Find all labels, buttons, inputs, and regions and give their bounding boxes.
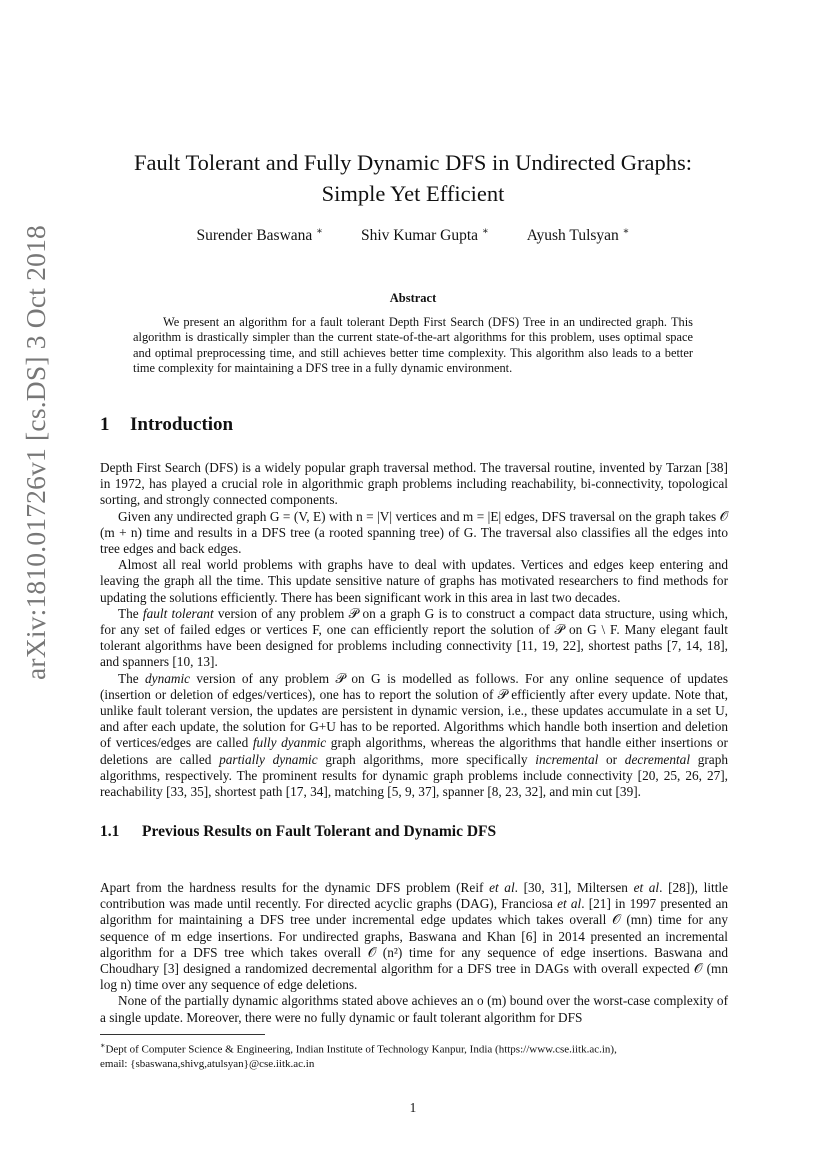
title-line-1: Fault Tolerant and Fully Dynamic DFS in Undirected Graphs: <box>134 150 692 175</box>
paragraph: None of the partially dynamic algorithms stated above achieves an o (m) bound over the worst-case complexity of a single update. Moreover, there were no fully dynamic or fault tolerant algorithm for DFS <box>100 993 728 1025</box>
paragraph: Given any undirected graph G = (V, E) with n = |V| vertices and m = |E| edges, DFS traversal on the graph takes 𝒪 (m + n) time and results in a DFS tree (a rooted spanning tree) of G. The traversal also classifies all the edges into tree edges and back edges. <box>100 508 728 557</box>
arxiv-stamp: arXiv:1810.01726v1 [cs.DS] 3 Oct 2018 <box>20 225 51 680</box>
previous-results-body <box>100 880 728 1026</box>
subsection-title: Previous Results on Fault Tolerant and Dynamic DFS <box>142 823 497 840</box>
section-title: Introduction <box>130 414 234 435</box>
author-list <box>100 226 726 245</box>
author: Ayush Tulsyan ∗ <box>526 226 630 245</box>
section-number: 1 <box>100 414 110 435</box>
abstract-text: We present an algorithm for a fault tolerant Depth First Search (DFS) Tree in an undirected graph. This algorithm is drastically simpler than the current state-of-the-art algorithms for this problem, uses optimal space and optimal preprocessing time, and still achieves better time complexity. This algorithm also leads to a better time complexity for maintaining a DFS tree in a fully dynamic environment. <box>133 315 693 376</box>
author-footnote-mark: ∗ <box>481 226 489 237</box>
footnote-email: email: {sbaswana,shivg,atulsyan}@cse.iitk.ac.in <box>100 1057 315 1070</box>
abstract-body <box>133 315 693 377</box>
paper-title <box>100 147 726 209</box>
introduction-body <box>100 460 728 800</box>
subsection-number: 1.1 <box>100 823 120 840</box>
author: Surender Baswana ∗ <box>196 226 323 245</box>
paragraph: Almost all real world problems with graphs have to deal with updates. Vertices and edges keep entering and leaving the graph all the time. This update sensitive nature of graphs has motivated researchers to find methods for updating the solutions efficiently. There has been significant work in this area in last two decades. <box>100 557 728 605</box>
paragraph: The dynamic version of any problem 𝒫 on G is modelled as follows. For any online sequence of updates (insertion or deletion of edges/vertices), one has to report the solution of 𝒫 efficiently after every update. Note that, unlike fault tolerant version, the updates are persistent in dynamic version, i.e., these updates accumulate in a set U, and after each update, the solution for G+U has to be reported. Algorithms which handle both insertion and deletion of vertices/edges are called fully dyanmic graph algorithms, whereas the algorithms that handle either insertions or deletions are called partially dynamic graph algorithms, more specifically incremental or decremental graph algorithms, respectively. The prominent results for dynamic graph problems include connectivity [20, 25, 26, 27], reachability [33, 35], shortest path [17, 34], matching [5, 9, 37], spanner [8, 23, 32], and min cut [39]. <box>100 670 729 800</box>
footnote-rule <box>100 1034 265 1035</box>
title-line-2: Simple Yet Efficient <box>321 181 505 206</box>
section-heading <box>100 414 233 436</box>
author-footnote-mark: ∗ <box>622 226 630 237</box>
author: Shiv Kumar Gupta ∗ <box>360 226 489 245</box>
footnote <box>100 1039 728 1071</box>
paragraph: Depth First Search (DFS) is a widely popular graph traversal method. The traversal routine, invented by Tarzan [38] in 1972, has played a crucial role in algorithmic graph problems including reachability, bi-connectivity, topological sorting, and strongly connected components. <box>100 460 728 508</box>
page-number: 1 <box>409 1100 417 1115</box>
paragraph: Apart from the hardness results for the dynamic DFS problem (Reif et al. [30, 31], Miltersen et al. [28]), little contribution was made until recently. For directed acyclic graphs (DAG), Franciosa et al. [21] in 1997 presented an algorithm for maintaining a DFS tree under incremental edge updates which takes overall 𝒪 (mn) time for any sequence of m edge insertions. For undirected graphs, Baswana and Khan [6] in 2014 presented an incremental algorithm for a DFS tree which takes overall 𝒪 (n²) time for any sequence of edge insertions. Baswana and Choudhary [3] designed a randomized decremental algorithm for a DFS tree in DAGs with overall expected 𝒪 (mn log n) time over any sequence of edge deletions. <box>100 880 729 993</box>
paragraph: The fault tolerant version of any problem 𝒫 on a graph G is to construct a compact data structure, using which, for any set of failed edges or vertices F, one can efficiently report the solution of 𝒫 on G \ F. Many elegant fault tolerant algorithms have been designed for problems including connectivity [11, 19, 22], shortest paths [7, 14, 18], and spanners [10, 13]. <box>100 605 728 670</box>
abstract-heading: Abstract <box>389 291 437 305</box>
footnote-line: ∗Dept of Computer Science & Engineering, Indian Institute of Technology Kanpur, India (https://www.cse.iitk.ac.in), <box>100 1041 617 1056</box>
author-footnote-mark: ∗ <box>316 226 323 237</box>
footnote-mark: ∗ <box>100 1041 106 1050</box>
subsection-heading <box>100 823 496 841</box>
